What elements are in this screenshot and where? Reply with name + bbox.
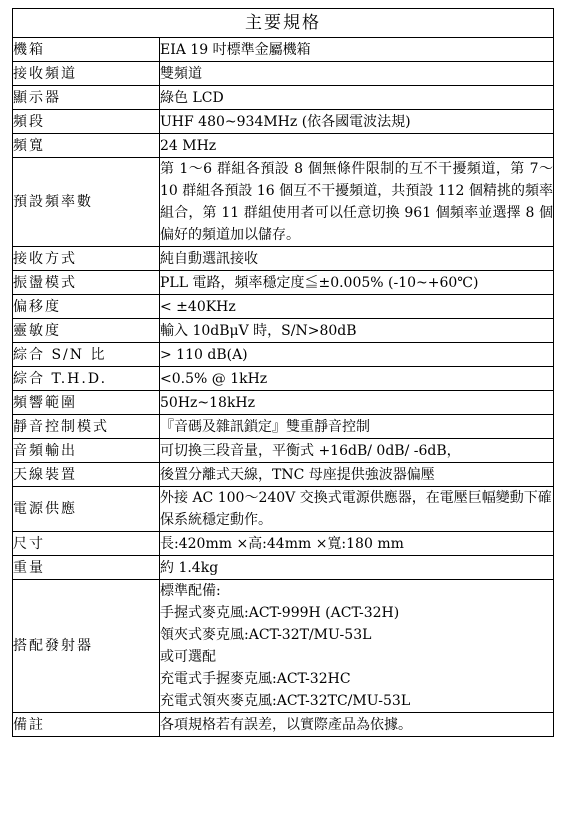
table-row	[13, 134, 554, 158]
table-row	[13, 713, 554, 737]
row-label: 頻段	[13, 110, 160, 134]
row-label: 天線裝置	[13, 463, 160, 487]
table-row	[13, 532, 554, 556]
row-label: 接收頻道	[13, 62, 160, 86]
row-value: 後置分離式天線，TNC 母座提供強波器偏壓	[160, 463, 554, 487]
row-value: PLL 電路，頻率穩定度≦±0.005% (-10~+60℃)	[160, 271, 554, 295]
table-row	[13, 158, 554, 247]
row-label: 預設頻率數	[13, 158, 160, 247]
table-title: 主要規格	[13, 9, 554, 38]
transmitter-line: 充電式領夾麥克風:ACT-32TC/MU-53L	[160, 693, 411, 709]
row-label: 頻寬	[13, 134, 160, 158]
table-row	[13, 38, 554, 62]
row-value: 各項規格若有誤差，以實際產品為依據。	[160, 713, 554, 737]
row-label: 尺寸	[13, 532, 160, 556]
transmitter-line: 標準配備:	[160, 583, 221, 599]
row-label: 綜合 T.H.D.	[13, 367, 160, 391]
row-value: 雙頻道	[160, 62, 554, 86]
row-value: > 110 dB(A)	[160, 343, 554, 367]
transmitter-line: 手握式麥克風:ACT-999H (ACT-32H)	[160, 605, 400, 621]
row-label: 搭配發射器	[13, 580, 160, 713]
table-row	[13, 86, 554, 110]
row-label: 機箱	[13, 38, 160, 62]
table-row	[13, 556, 554, 580]
title-row	[13, 9, 554, 38]
row-value	[160, 580, 554, 713]
transmitter-line: 領夾式麥克風:ACT-32T/MU-53L	[160, 627, 372, 643]
table-row	[13, 580, 554, 713]
row-label: 重量	[13, 556, 160, 580]
row-value: 長:420mm ×高:44mm ×寬:180 mm	[160, 532, 554, 556]
row-label: 電源供應	[13, 487, 160, 532]
row-label: 接收方式	[13, 247, 160, 271]
table-row	[13, 415, 554, 439]
row-label: 綜合 S/N 比	[13, 343, 160, 367]
table-row	[13, 271, 554, 295]
table-row	[13, 295, 554, 319]
row-value: 可切換三段音量，平衡式 +16dB/ 0dB/ -6dB，	[160, 439, 554, 463]
spec-table	[12, 8, 554, 737]
row-value: EIA 19 吋標準金屬機箱	[160, 38, 554, 62]
row-label: 振盪模式	[13, 271, 160, 295]
row-value: 外接 AC 100～240V 交換式電源供應器，在電壓巨幅變動下確保系統穩定動作。	[160, 487, 554, 532]
row-value: 輸入 10dBμV 時，S/N>80dB	[160, 319, 554, 343]
table-row	[13, 439, 554, 463]
row-value: 約 1.4kg	[160, 556, 554, 580]
transmitter-line: 或可選配	[160, 649, 216, 665]
row-value: <0.5% @ 1kHz	[160, 367, 554, 391]
row-label: 備註	[13, 713, 160, 737]
table-row	[13, 62, 554, 86]
table-row	[13, 487, 554, 532]
row-label: 靈敏度	[13, 319, 160, 343]
row-value: 第 1～6 群組各預設 8 個無條件限制的互不干擾頻道，第 7～10 群組各預設 16 個互不干擾頻道，共預設 112 個精挑的頻率組合，第 11 群組使用者可以任意切換 961 個頻率並選擇 8 個偏好的頻道加以儲存。	[160, 158, 554, 247]
row-value: 50Hz~18kHz	[160, 391, 554, 415]
row-value: 『音碼及雜訊鎖定』雙重靜音控制	[160, 415, 554, 439]
table-row	[13, 391, 554, 415]
table-row	[13, 319, 554, 343]
table-row	[13, 463, 554, 487]
row-label: 顯示器	[13, 86, 160, 110]
table-row	[13, 367, 554, 391]
transmitter-line: 充電式手握麥克風:ACT-32HC	[160, 671, 351, 687]
row-label: 音頻輸出	[13, 439, 160, 463]
row-label: 靜音控制模式	[13, 415, 160, 439]
row-value: 24 MHz	[160, 134, 554, 158]
row-value: 綠色 LCD	[160, 86, 554, 110]
table-row	[13, 343, 554, 367]
table-row	[13, 247, 554, 271]
row-label: 頻響範圍	[13, 391, 160, 415]
row-value: 純自動選訊接收	[160, 247, 554, 271]
row-value: < ±40KHz	[160, 295, 554, 319]
row-label: 偏移度	[13, 295, 160, 319]
row-value: UHF 480~934MHz (依各國電波法規)	[160, 110, 554, 134]
table-row	[13, 110, 554, 134]
